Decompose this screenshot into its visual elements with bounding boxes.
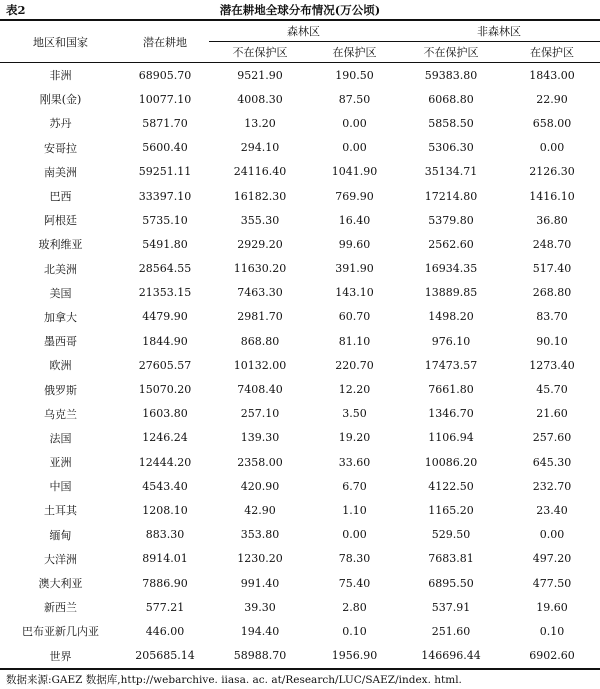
nonforest-unprotected-cell: 16934.35: [424, 262, 478, 276]
forest-unprotected-cell: 9521.90: [237, 68, 283, 82]
potential-cell: 5871.70: [142, 116, 188, 130]
table-caption: [0, 0, 600, 18]
forest-unprotected-cell: 139.30: [240, 431, 280, 445]
table-row: [0, 547, 600, 571]
forest-protected-cell: 33.60: [338, 455, 371, 469]
region-cell: 非洲: [49, 69, 72, 83]
nonforest-unprotected-cell: 1165.20: [428, 503, 474, 517]
nonforest-unprotected-cell: 5306.30: [428, 141, 474, 155]
nonforest-unprotected-cell: 17473.57: [424, 358, 478, 372]
region-cell: 苏丹: [49, 117, 72, 131]
nonforest-unprotected-cell: 35134.71: [424, 165, 478, 179]
forest-protected-cell: 769.90: [335, 189, 374, 203]
table-row: [0, 305, 600, 329]
table-row: [0, 353, 600, 377]
nonforest-unprotected-cell: 1346.70: [428, 407, 474, 421]
table-row: [0, 63, 600, 88]
potential-cell: 10077.10: [138, 92, 192, 106]
forest-protected-cell: 391.90: [335, 262, 374, 276]
table-row: [0, 498, 600, 522]
forest-protected-cell: 190.50: [335, 68, 374, 82]
nonforest-protected-cell: 90.10: [536, 334, 568, 348]
nonforest-protected-cell: 83.70: [536, 310, 568, 324]
forest-protected-cell: 78.30: [338, 552, 371, 566]
potential-cell: 33397.10: [138, 189, 192, 203]
table-row: [0, 136, 600, 160]
forest-protected-cell: 6.70: [342, 479, 367, 493]
nonforest-unprotected-cell: 13889.85: [424, 286, 478, 300]
region-cell: 巴布亚新几内亚: [22, 625, 99, 639]
region-cell: 澳大利亚: [38, 577, 83, 591]
header-nonforest: 非森林区: [398, 20, 600, 42]
region-cell: 加拿大: [44, 310, 77, 324]
data-table: [0, 19, 600, 670]
forest-protected-cell: 0.00: [342, 116, 367, 130]
forest-protected-cell: 0.00: [342, 141, 367, 155]
potential-cell: 7886.90: [142, 576, 188, 590]
table-row: [0, 426, 600, 450]
table-row: [0, 571, 600, 595]
nonforest-unprotected-cell: 59383.80: [424, 68, 478, 82]
table-row: [0, 257, 600, 281]
nonforest-unprotected-cell: 976.10: [431, 334, 471, 348]
nonforest-unprotected-cell: 5858.50: [428, 116, 474, 130]
forest-protected-cell: 2.80: [342, 600, 367, 614]
forest-unprotected-cell: 2929.20: [237, 237, 283, 251]
region-cell: 俄罗斯: [44, 383, 77, 397]
nonforest-unprotected-cell: 6895.50: [428, 576, 474, 590]
nonforest-protected-cell: 21.60: [536, 407, 568, 421]
nonforest-unprotected-cell: 529.50: [431, 528, 471, 542]
forest-unprotected-cell: 353.80: [240, 528, 280, 542]
potential-cell: 68905.70: [138, 68, 192, 82]
nonforest-unprotected-cell: 1498.20: [428, 310, 474, 324]
forest-unprotected-cell: 7408.40: [237, 383, 283, 397]
forest-unprotected-cell: 7463.30: [237, 286, 283, 300]
table-row: [0, 474, 600, 498]
region-cell: 世界: [49, 649, 72, 663]
table-row: [0, 329, 600, 353]
nonforest-protected-cell: 45.70: [536, 383, 568, 397]
region-cell: 阿根廷: [44, 214, 77, 228]
forest-unprotected-cell: 4008.30: [237, 92, 283, 106]
potential-cell: 205685.14: [135, 649, 195, 663]
region-cell: 大洋洲: [44, 552, 77, 566]
potential-cell: 28564.55: [138, 262, 192, 276]
header-nonforest-unprotected: 不在保护区: [423, 46, 479, 59]
source-note: 数据来源:GAEZ 数据库,http://webarchive. iiasa. ac. at/Research/LUC/SAEZ/index. html.: [6, 674, 462, 686]
forest-unprotected-cell: 355.30: [240, 213, 280, 227]
potential-cell: 5735.10: [142, 213, 188, 227]
header-forest-unprotected: 不在保护区: [232, 46, 288, 59]
header-forest-protected: 在保护区: [332, 46, 377, 59]
region-cell: 玻利维亚: [38, 238, 83, 252]
nonforest-protected-cell: 6902.60: [529, 649, 575, 663]
forest-unprotected-cell: 194.40: [240, 624, 280, 638]
region-cell: 美国: [49, 286, 72, 300]
table-row: [0, 619, 600, 643]
forest-protected-cell: 1.10: [342, 503, 367, 517]
nonforest-unprotected-cell: 7661.80: [428, 383, 474, 397]
nonforest-unprotected-cell: 1106.94: [428, 431, 474, 445]
nonforest-unprotected-cell: 7683.81: [428, 552, 474, 566]
table-row: [0, 402, 600, 426]
nonforest-unprotected-cell: 537.91: [431, 600, 471, 614]
forest-unprotected-cell: 294.10: [240, 141, 280, 155]
table-row: [0, 87, 600, 111]
forest-unprotected-cell: 868.80: [240, 334, 280, 348]
potential-cell: 1208.10: [142, 503, 188, 517]
table-label: 表2: [6, 3, 26, 17]
forest-protected-cell: 16.40: [338, 213, 371, 227]
potential-cell: 1844.90: [142, 334, 188, 348]
forest-unprotected-cell: 2358.00: [237, 455, 283, 469]
table-row: [0, 184, 600, 208]
table-row: [0, 160, 600, 184]
nonforest-unprotected-cell: 17214.80: [424, 189, 478, 203]
nonforest-protected-cell: 517.40: [532, 262, 572, 276]
region-cell: 土耳其: [44, 504, 77, 518]
forest-unprotected-cell: 13.20: [244, 116, 276, 130]
forest-unprotected-cell: 24116.40: [233, 165, 287, 179]
nonforest-protected-cell: 36.80: [536, 213, 568, 227]
region-cell: 安哥拉: [44, 141, 77, 155]
header-region: 地区和国家: [33, 35, 88, 49]
forest-protected-cell: 87.50: [338, 92, 371, 106]
potential-cell: 15070.20: [138, 383, 192, 397]
nonforest-protected-cell: 1273.40: [529, 358, 575, 372]
nonforest-unprotected-cell: 146696.44: [421, 649, 481, 663]
table-row: [0, 208, 600, 232]
potential-cell: 12444.20: [138, 455, 192, 469]
region-cell: 欧洲: [49, 359, 72, 373]
table-row: [0, 281, 600, 305]
header-nonforest-protected: 在保护区: [530, 46, 574, 59]
nonforest-unprotected-cell: 2562.60: [428, 237, 474, 251]
table-row: [0, 377, 600, 401]
forest-unprotected-cell: 420.90: [240, 479, 280, 493]
forest-protected-cell: 60.70: [338, 310, 371, 324]
forest-protected-cell: 81.10: [338, 334, 371, 348]
forest-unprotected-cell: 16182.30: [233, 189, 287, 203]
nonforest-protected-cell: 2126.30: [529, 165, 575, 179]
forest-unprotected-cell: 39.30: [244, 600, 276, 614]
region-cell: 巴西: [49, 190, 72, 204]
forest-unprotected-cell: 58988.70: [233, 649, 287, 663]
table-body: [0, 63, 600, 669]
table-row: [0, 450, 600, 474]
table-title: 潜在耕地全球分布情况(万公顷): [219, 3, 381, 17]
potential-cell: 4479.90: [142, 310, 188, 324]
region-cell: 缅甸: [49, 528, 72, 542]
forest-unprotected-cell: 42.90: [244, 503, 276, 517]
forest-unprotected-cell: 991.40: [240, 576, 280, 590]
region-cell: 刚果(金): [39, 93, 82, 107]
header-potential: 潜在耕地: [143, 35, 187, 49]
forest-unprotected-cell: 11630.20: [233, 262, 287, 276]
region-cell: 乌克兰: [44, 407, 77, 421]
potential-cell: 27605.57: [138, 358, 192, 372]
nonforest-protected-cell: 248.70: [532, 237, 572, 251]
forest-protected-cell: 75.40: [338, 576, 371, 590]
forest-protected-cell: 1956.90: [331, 649, 378, 663]
forest-unprotected-cell: 1230.20: [237, 552, 283, 566]
forest-protected-cell: 12.20: [338, 383, 371, 397]
nonforest-protected-cell: 0.00: [539, 141, 565, 155]
forest-unprotected-cell: 2981.70: [237, 310, 283, 324]
region-cell: 北美洲: [44, 262, 77, 276]
nonforest-unprotected-cell: 251.60: [431, 624, 471, 638]
nonforest-protected-cell: 257.60: [532, 431, 572, 445]
header-forest: 森林区: [209, 20, 398, 42]
nonforest-protected-cell: 1843.00: [529, 68, 575, 82]
forest-protected-cell: 19.20: [338, 431, 371, 445]
potential-cell: 446.00: [145, 624, 185, 638]
forest-protected-cell: 143.10: [335, 286, 374, 300]
nonforest-protected-cell: 658.00: [532, 116, 572, 130]
nonforest-protected-cell: 497.20: [532, 552, 572, 566]
potential-cell: 21353.15: [138, 286, 192, 300]
nonforest-protected-cell: 22.90: [536, 92, 568, 106]
table-row: [0, 644, 600, 669]
table-row: [0, 595, 600, 619]
nonforest-protected-cell: 232.70: [532, 479, 572, 493]
nonforest-protected-cell: 0.10: [539, 624, 565, 638]
potential-cell: 883.30: [145, 528, 185, 542]
nonforest-unprotected-cell: 4122.50: [428, 479, 474, 493]
region-cell: 法国: [49, 431, 72, 445]
region-cell: 亚洲: [49, 456, 72, 470]
potential-cell: 5491.80: [142, 237, 188, 251]
nonforest-protected-cell: 268.80: [532, 286, 572, 300]
nonforest-protected-cell: 0.00: [539, 528, 565, 542]
forest-unprotected-cell: 257.10: [240, 407, 280, 421]
forest-unprotected-cell: 10132.00: [233, 358, 287, 372]
region-cell: 中国: [49, 480, 72, 494]
forest-protected-cell: 1041.90: [331, 165, 378, 179]
potential-cell: 577.21: [145, 600, 185, 614]
forest-protected-cell: 0.10: [342, 624, 367, 638]
table-row: [0, 523, 600, 547]
potential-cell: 1603.80: [142, 407, 188, 421]
nonforest-protected-cell: 477.50: [532, 576, 572, 590]
forest-protected-cell: 220.70: [335, 358, 374, 372]
forest-protected-cell: 0.00: [342, 528, 367, 542]
table-row: [0, 232, 600, 256]
forest-protected-cell: 99.60: [338, 237, 371, 251]
potential-cell: 59251.11: [138, 165, 192, 179]
potential-cell: 5600.40: [142, 141, 188, 155]
nonforest-unprotected-cell: 10086.20: [424, 455, 478, 469]
table-row: [0, 111, 600, 135]
nonforest-protected-cell: 23.40: [536, 503, 568, 517]
region-cell: 新西兰: [44, 601, 77, 615]
nonforest-protected-cell: 645.30: [532, 455, 572, 469]
nonforest-protected-cell: 19.60: [536, 600, 568, 614]
nonforest-unprotected-cell: 6068.80: [428, 92, 474, 106]
region-cell: 南美洲: [44, 165, 77, 179]
potential-cell: 8914.01: [142, 552, 188, 566]
potential-cell: 1246.24: [142, 431, 188, 445]
forest-protected-cell: 3.50: [342, 407, 367, 421]
potential-cell: 4543.40: [142, 479, 188, 493]
region-cell: 墨西哥: [44, 335, 77, 349]
nonforest-unprotected-cell: 5379.80: [428, 213, 474, 227]
nonforest-protected-cell: 1416.10: [529, 189, 575, 203]
